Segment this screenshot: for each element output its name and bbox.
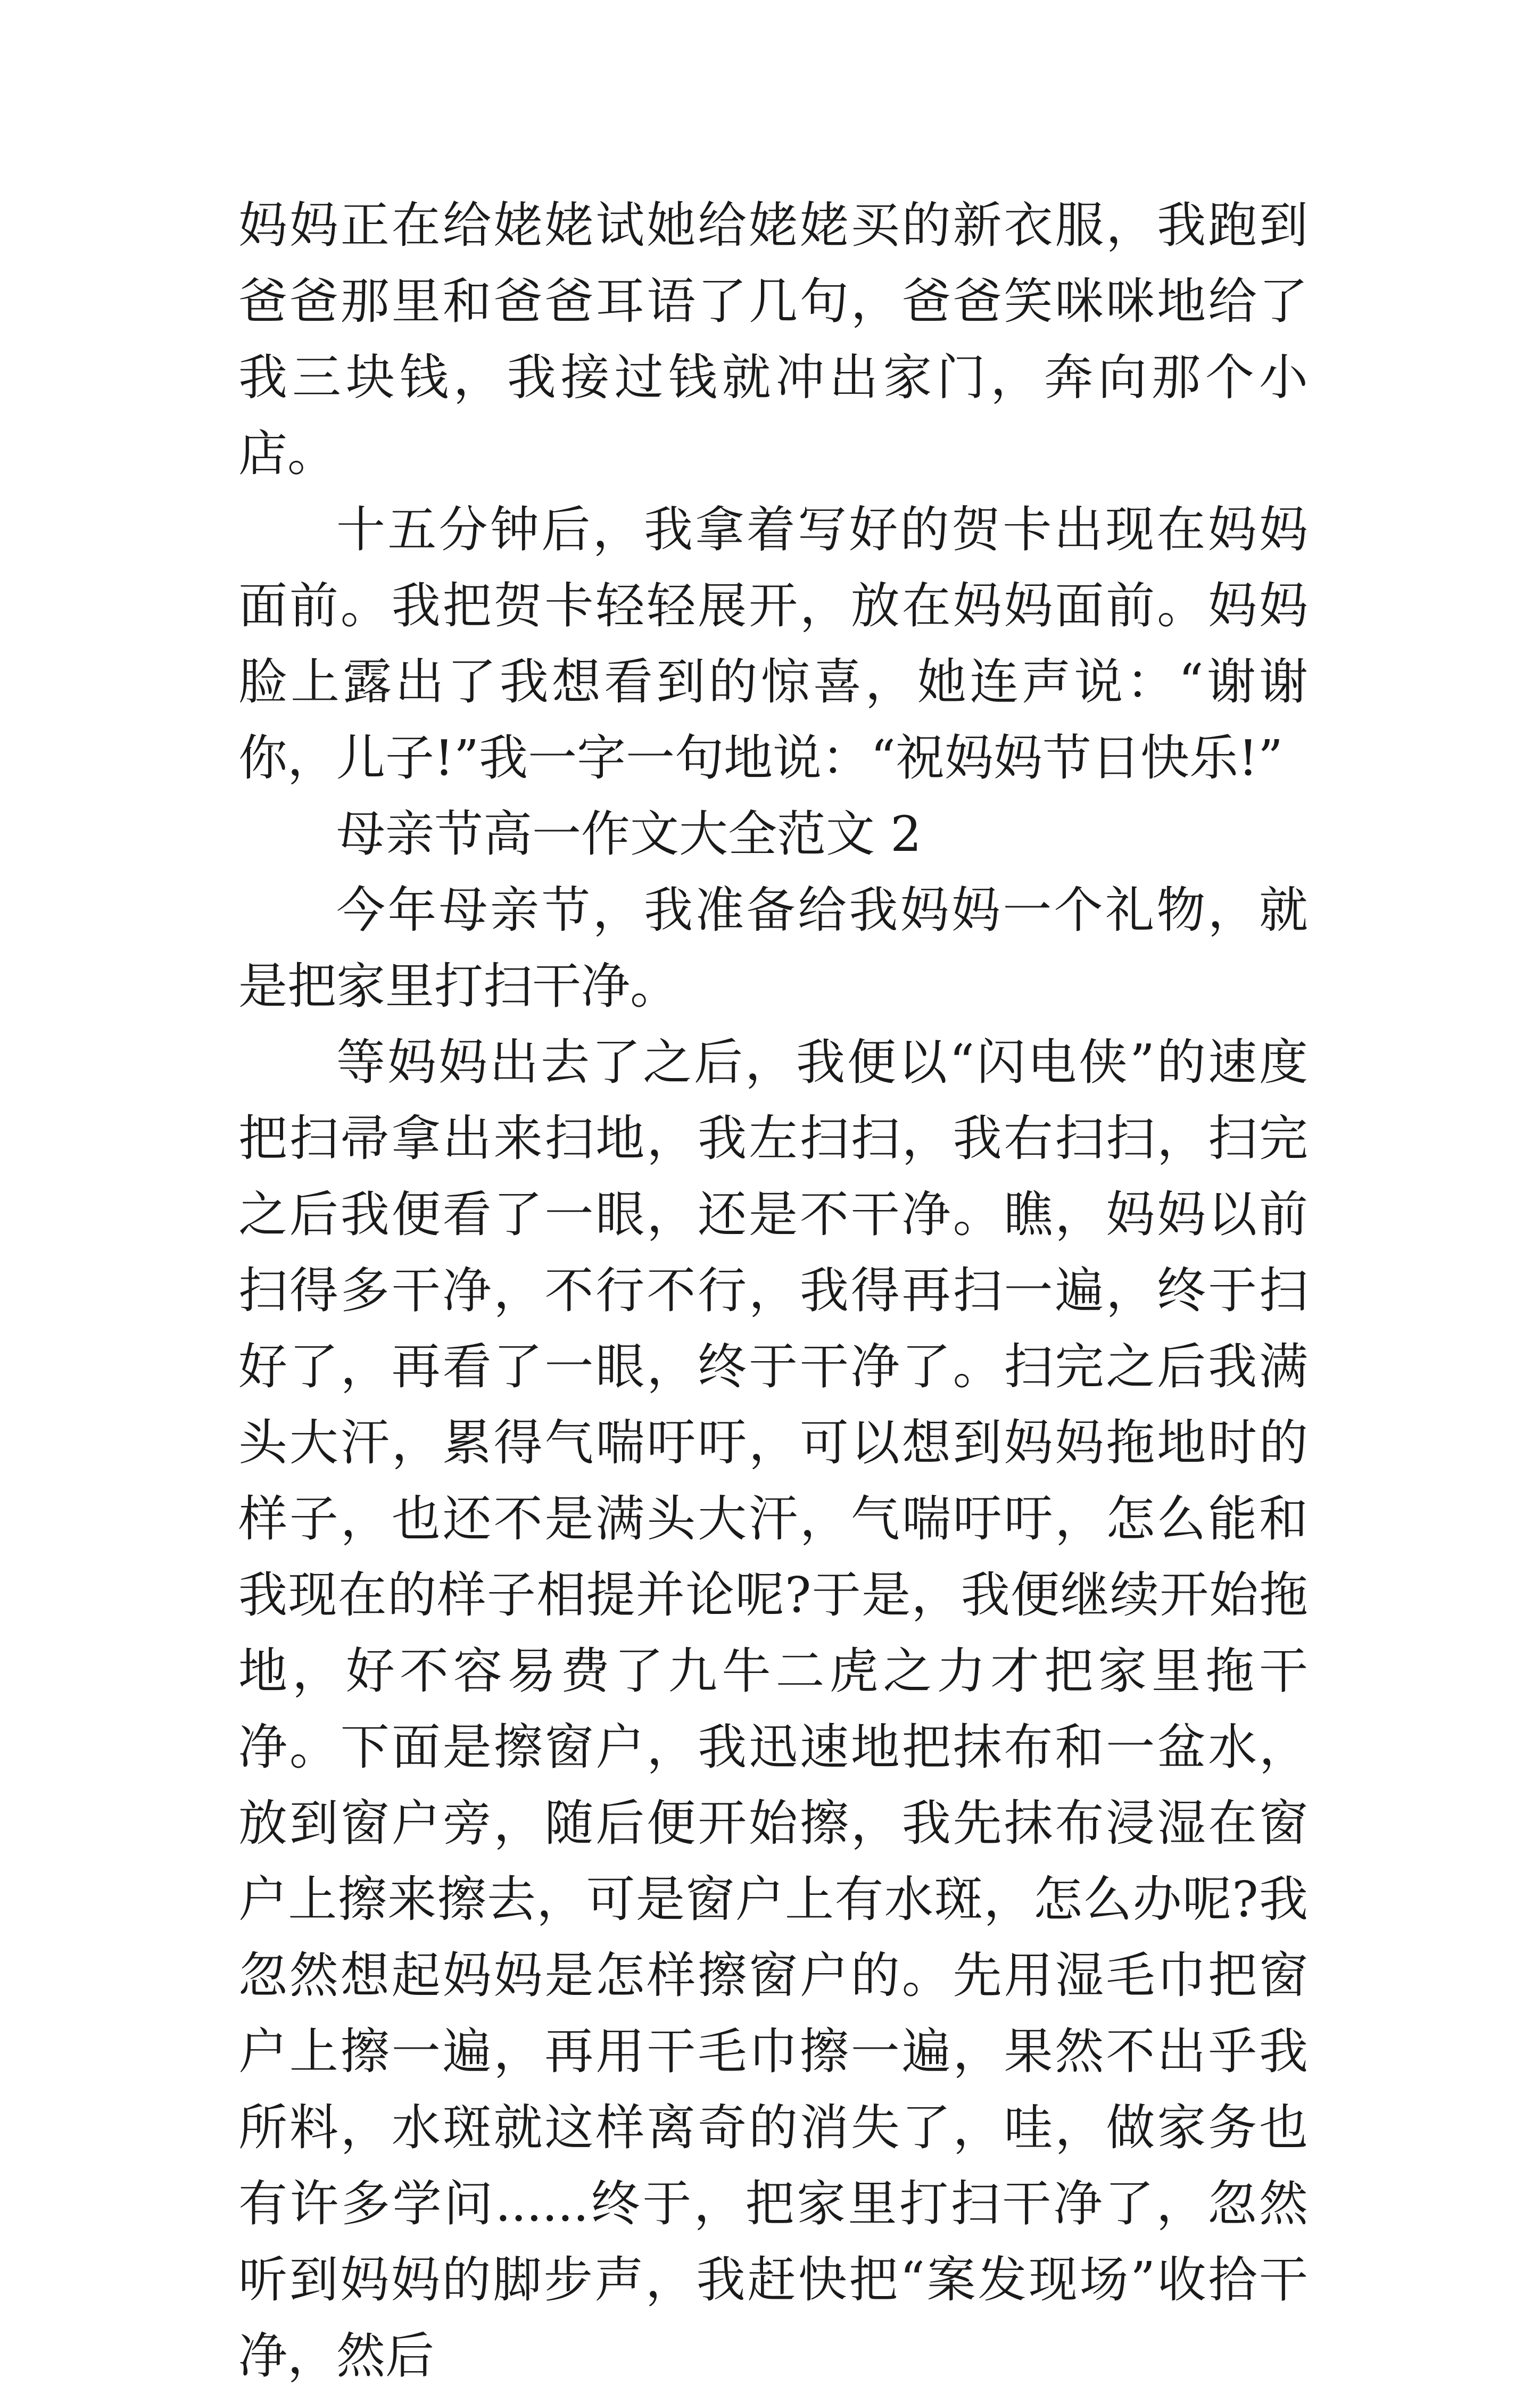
document-body: [238, 187, 1308, 2394]
paragraph-intro: 今年母亲节，我准备给我妈妈一个礼物，就是把家里打扫干净。: [238, 882, 1308, 1015]
paragraph-continuation: 妈妈正在给姥姥试她给姥姥买的新衣服，我跑到爸爸那里和爸爸耳语了几句，爸爸笑咪咪地给了我三块钱，我接过钱就冲出家门，奔向那个小店。: [238, 197, 1308, 482]
section-heading: 母亲节高一作文大全范文 2: [336, 806, 922, 863]
paragraph-cleaning: 等妈妈出去了之后，我便以“闪电侠”的速度把扫帚拿出来扫地，我左扫扫，我右扫扫，扫完之后我便看了一眼，还是不干净。瞧，妈妈以前扫得多干净，不行不行，我得再扫一遍，终于扫好了，再看了一眼，终于干净了。扫完之后我满头大汗，累得气喘吁吁，可以想到妈妈拖地时的样子，也还不是满头大汗，气喘吁吁，怎么能和我现在的样子相提并论呢?于是，我便继续开始拖地，好不容易费了九牛二虎之力才把家里拖干净。下面是擦窗户，我迅速地把抹布和一盆水，放到窗户旁，随后便开始擦，我先抹布浸湿在窗户上擦来擦去，可是窗户上有水斑，怎么办呢?我忽然想起妈妈是怎样擦窗户的。先用湿毛巾把窗户上擦一遍，再用干毛巾擦一遍，果然不出乎我所料，水斑就这样离奇的消失了，哇，做家务也有许多学问......终于，把家里打扫干净了，忽然听到妈妈的脚步声，我赶快把“案发现场”收拾干净，然后: [238, 1034, 1308, 2384]
paragraph-greeting-card: 十五分钟后，我拿着写好的贺卡出现在妈妈面前。我把贺卡轻轻展开，放在妈妈面前。妈妈脸上露出了我想看到的惊喜，她连声说：“谢谢你，儿子!”我一字一句地说：“祝妈妈节日快乐!”: [238, 501, 1308, 786]
